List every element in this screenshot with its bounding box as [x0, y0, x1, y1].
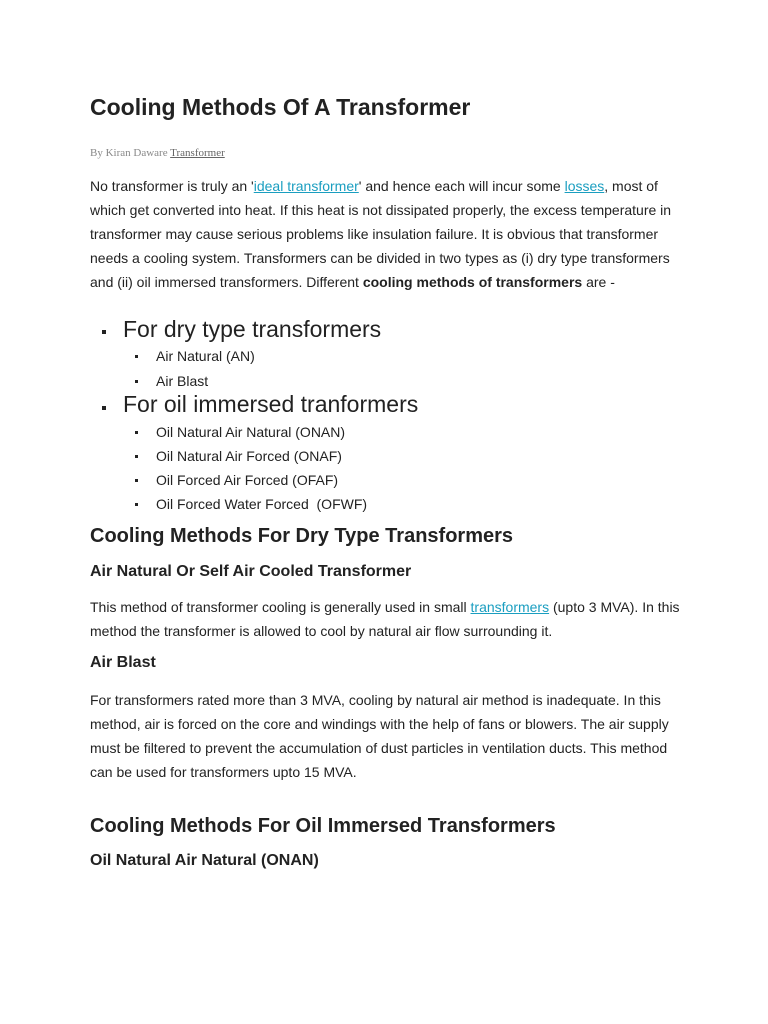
bullet-icon: [102, 330, 106, 334]
list-item: Oil Natural Air Natural (ONAN): [156, 424, 346, 440]
intro-paragraph: [90, 174, 686, 294]
intro-text-3: , most of which get converted into heat. If this heat is not dissipated properly, the excess temperature in transformer may cause serious problems like insulation failure. It is obvious that transformer needs a cooling system. Transformers can be divided in two types as (i) dry type transformers and (ii) oil immersed transformers. Different: [90, 178, 672, 290]
intro-bold-text: cooling methods of transformers: [362, 274, 583, 290]
bullet-icon: [102, 406, 106, 410]
intro-text-1: No transformer is truly an ': [90, 178, 254, 194]
intro-text-4: are -: [582, 274, 615, 290]
author-text: By Kiran Daware: [90, 147, 168, 159]
list-item-oil: For oil immersed tranformers: [123, 391, 419, 417]
intro-text-2: ' and hence each will incur some: [358, 178, 565, 194]
paragraph-text-1: This method of transformer cooling is generally used in small: [90, 599, 471, 615]
bullet-icon: [135, 431, 138, 434]
list-item: Air Natural (AN): [156, 348, 255, 364]
subheading-air-natural: Air Natural Or Self Air Cooled Transformer: [90, 563, 412, 580]
paragraph-air-natural: [90, 595, 686, 643]
section-heading-oil: Cooling Methods For Oil Immersed Transformers: [90, 815, 556, 837]
list-item: Air Blast: [156, 373, 209, 389]
bullet-icon: [135, 479, 138, 482]
list-item: Oil Natural Air Forced (ONAF): [156, 448, 342, 464]
losses-link[interactable]: losses: [564, 178, 605, 194]
paragraph-air-blast: For transformers rated more than 3 MVA, cooling by natural air method is inadequate. In this method, air is forced on the core and windings with the help of fans or blowers. The air supply must be filtered to prevent the accumulation of dust particles in ventilation ducts. This method can be used for transformers upto 15 MVA.: [90, 692, 669, 780]
bullet-icon: [135, 380, 138, 383]
list-item: Oil Forced Air Forced (OFAF): [156, 472, 339, 488]
transformers-link[interactable]: transformers: [470, 599, 550, 615]
byline: [90, 147, 225, 159]
subheading-onan: Oil Natural Air Natural (ONAN): [90, 852, 319, 869]
ideal-transformer-link[interactable]: ideal transformer: [253, 178, 359, 194]
list-item: Oil Forced Water Forced (OFWF): [156, 496, 368, 512]
section-heading-dry: Cooling Methods For Dry Type Transformers: [90, 525, 514, 547]
subheading-air-blast: Air Blast: [90, 654, 156, 671]
bullet-icon: [135, 355, 138, 358]
bullet-icon: [135, 455, 138, 458]
category-link[interactable]: Transformer: [170, 147, 225, 159]
bullet-icon: [135, 503, 138, 506]
list-item-dry: For dry type transformers: [123, 316, 382, 342]
page-title: Cooling Methods Of A Transformer: [90, 94, 471, 120]
paragraph-text-2: (upto 3 MVA). In this method the transformer is allowed to cool by natural air flow surrounding it.: [90, 599, 680, 639]
